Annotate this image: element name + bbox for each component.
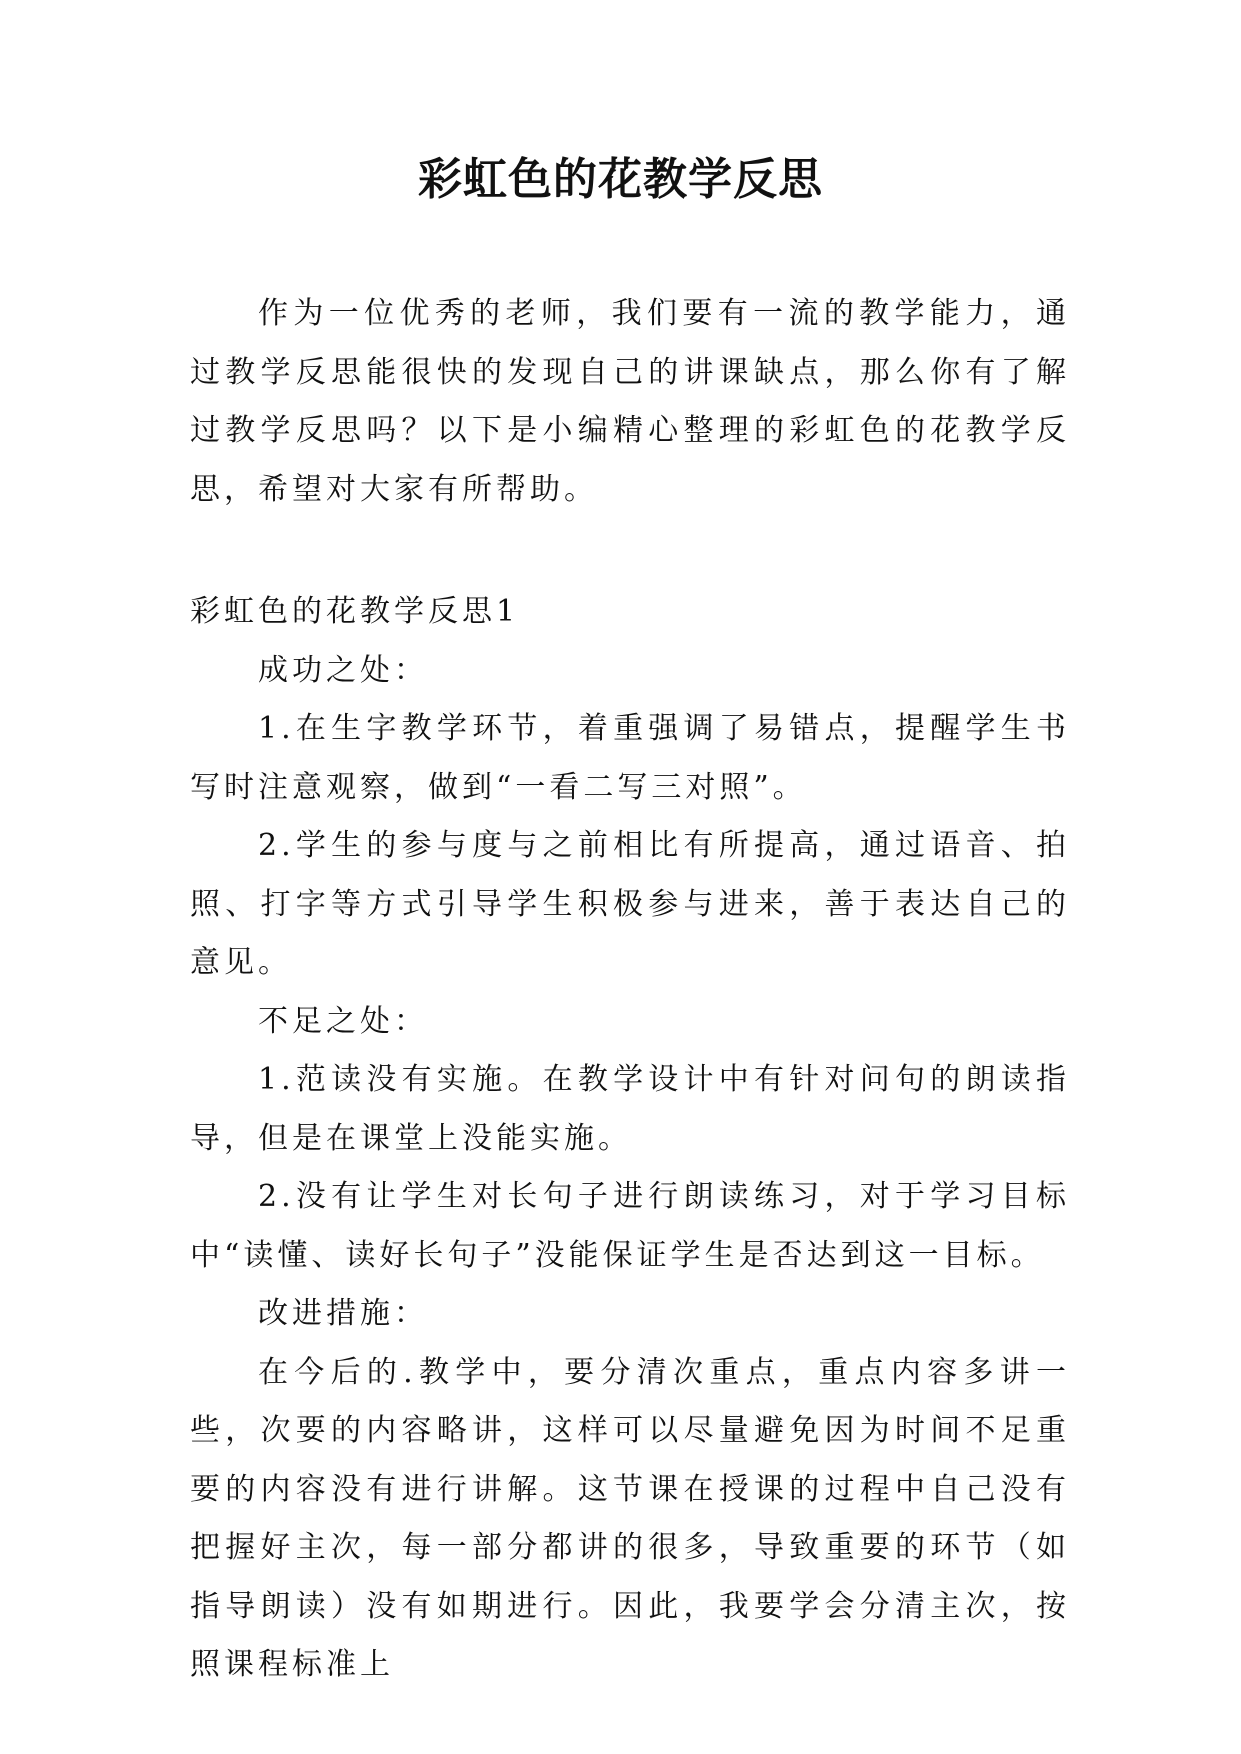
improvement-paragraph: 在今后的.教学中，要分清次重点，重点内容多讲一些，次要的内容略讲，这样可以尽量避免因为时间不足重要的内容没有进行讲解。这节课在授课的过程中自己没有把握好主次，每一部分都讲的很多，导致重要的环节（如指导朗读）没有如期进行。因此，我要学会分清主次，按照课程标准上 (190, 1354, 1070, 1682)
success-item-2: 2.学生的参与度与之前相比有所提高，通过语音、拍照、打字等方式引导学生积极参与进来，善于表达自己的意见。 (190, 828, 1070, 980)
document-body (190, 285, 1070, 1695)
success-item-1: 1.在生字教学环节，着重强调了易错点，提醒学生书写时注意观察，做到“一看二写三对照”。 (190, 711, 1070, 805)
shortcoming-label: 不足之处： (258, 1003, 428, 1039)
success-label: 成功之处： (258, 652, 428, 688)
section-heading: 彩虹色的花教学反思1 (190, 594, 520, 629)
shortcoming-item-1: 1.范读没有实施。在教学设计中有针对问句的朗读指导，但是在课堂上没能实施。 (190, 1062, 1070, 1156)
intro-paragraph: 作为一位优秀的老师，我们要有一流的教学能力，通过教学反思能很快的发现自己的讲课缺点，那么你有了解过教学反思吗？以下是小编精心整理的彩虹色的花教学反思，希望对大家有所帮助。 (190, 296, 1070, 507)
improvement-label: 改进措施： (258, 1296, 428, 1331)
shortcoming-item-2: 2.没有让学生对长句子进行朗读练习，对于学习目标中“读懂、读好长句子”没能保证学生是否达到这一目标。 (190, 1179, 1070, 1273)
document-title: 彩虹色的花教学反思 (418, 154, 823, 205)
